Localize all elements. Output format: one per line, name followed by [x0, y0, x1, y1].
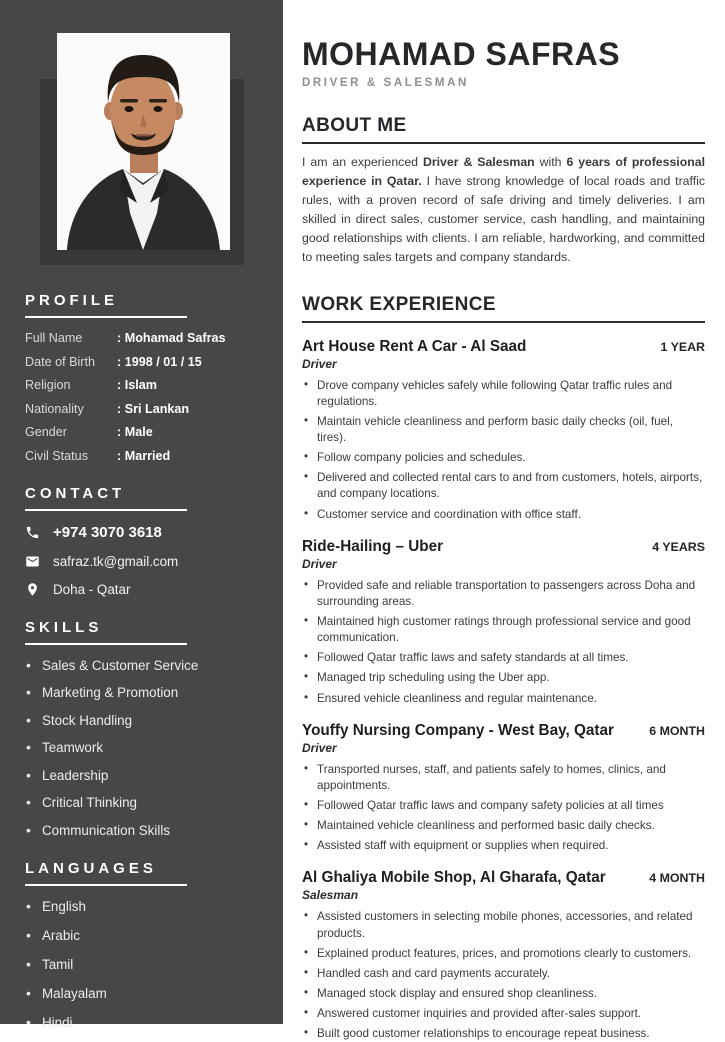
job-duration: 4 YEARS — [652, 539, 705, 554]
profile-row — [25, 402, 258, 416]
skill-item: • Teamwork — [25, 740, 258, 755]
job-header — [302, 338, 705, 356]
company-name: Ride-Hailing – Uber — [302, 537, 444, 555]
company-name: Youffy Nursing Company - West Bay, Qatar — [302, 721, 614, 739]
job-bullet-list — [302, 578, 705, 707]
profile-title: PROFILE — [25, 292, 119, 309]
experience-title: WORK EXPERIENCE — [302, 293, 496, 315]
profile-label: Civil Status — [25, 448, 88, 463]
skill-item: • Marketing & Promotion — [25, 685, 258, 700]
languages-list — [25, 899, 258, 1030]
job-bullet: • Handled cash and card payments accurately. — [302, 966, 705, 982]
profile-underline — [25, 316, 187, 318]
profile-label: Full Name — [25, 331, 83, 345]
about-segment: with — [534, 154, 567, 169]
job-bullet: • Assisted customers in selecting mobile phones, accessories, and related products. — [302, 909, 705, 941]
job-bullet: • Followed Qatar traffic laws and company safety policies at all times — [302, 798, 705, 814]
skills-section — [0, 619, 283, 838]
skill-item: • Sales & Customer Service — [25, 658, 258, 673]
language-item: • Arabic — [25, 928, 258, 943]
profile-label: Nationality — [25, 401, 84, 416]
language-item: • Tamil — [25, 957, 258, 972]
experience-underline — [302, 321, 705, 323]
language-item: • Hindi — [25, 1015, 258, 1030]
main-column — [283, 0, 725, 1041]
profile-label: Religion — [25, 378, 71, 392]
job-duration: 1 YEAR — [660, 339, 705, 354]
job-bullet: • Managed stock display and ensured shop cleanliness. — [302, 986, 705, 1002]
job-bullet-list — [302, 909, 705, 1042]
about-paragraph — [302, 153, 705, 268]
job-entry — [302, 722, 705, 855]
portrait-photo — [57, 33, 230, 250]
job-header — [302, 538, 705, 556]
job-entry — [302, 869, 705, 1042]
envelope-icon — [25, 554, 40, 569]
contact-underline — [25, 509, 187, 511]
job-header — [302, 722, 705, 740]
skill-item: • Communication Skills — [25, 823, 258, 838]
job-entry — [302, 538, 705, 707]
profile-row — [25, 331, 258, 345]
job-bullet: • Managed trip scheduling using the Uber app. — [302, 670, 705, 686]
profile-value: : Married — [117, 449, 170, 463]
job-bullet: • Delivered and collected rental cars to and from customers, hotels, airports, and company locations. — [302, 470, 705, 502]
languages-underline — [25, 884, 187, 886]
job-duration: 4 MONTH — [649, 871, 705, 886]
about-underline — [302, 142, 705, 144]
about-segment: I am an experienced — [302, 154, 423, 169]
contact-email-row — [25, 554, 258, 569]
portrait-illustration — [57, 33, 230, 250]
skills-list — [25, 658, 258, 838]
job-duration: 6 MONTH — [649, 723, 705, 738]
job-role: Driver — [302, 356, 337, 371]
contact-title: CONTACT — [25, 484, 126, 502]
job-bullet: • Transported nurses, staff, and patients safely to homes, clinics, and appointments. — [302, 762, 705, 794]
profile-row — [25, 425, 258, 439]
about-segment-bold: 6 years of professional experience in Qatar. — [302, 154, 706, 188]
person-name: MOHAMAD SAFRAS — [302, 36, 621, 72]
contact-phone-row — [25, 524, 258, 541]
languages-section — [0, 860, 283, 1030]
job-role: Driver — [302, 740, 337, 755]
profile-value: : Islam — [117, 378, 157, 392]
skills-title: SKILLS — [25, 618, 103, 636]
job-role: Driver — [302, 556, 337, 571]
job-bullet-list — [302, 762, 705, 855]
job-bullet: • Maintained high customer ratings through professional service and good communication. — [302, 614, 705, 646]
language-item: • Malayalam — [25, 986, 258, 1001]
photo-block — [0, 0, 283, 270]
skill-item: • Leadership — [25, 768, 258, 783]
profile-value: : Male — [117, 425, 153, 439]
about-segment: I have strong knowledge of local roads and traffic rules, with a proven record of safe driving and timely deliveries. I am skilled in direct sales, customer service, cash handling, and maintaining good relationships with clients. I am reliable, hardworking, and committed to meeting sales targets and company standards. — [302, 173, 705, 265]
profile-value: : 1998 / 01 / 15 — [117, 355, 202, 369]
profile-label: Gender — [25, 425, 68, 439]
experience-section — [302, 294, 705, 1042]
job-bullet: • Follow company policies and schedules. — [302, 450, 705, 466]
job-bullet: • Ensured vehicle cleanliness and regular maintenance. — [302, 691, 705, 707]
profile-row — [25, 355, 258, 369]
job-bullet: • Provided safe and reliable transportation to passengers across Doha and surrounding areas. — [302, 578, 705, 610]
job-bullet: • Assisted staff with equipment or supplies when required. — [302, 838, 705, 854]
map-pin-icon — [25, 582, 40, 597]
contact-location-row — [25, 582, 258, 597]
job-bullet: • Built good customer relationships to encourage repeat business. — [302, 1026, 705, 1042]
profile-label: Date of Birth — [25, 354, 95, 369]
job-role: Salesman — [302, 888, 359, 903]
profile-section — [0, 292, 283, 463]
job-bullet: • Explained product features, prices, and promotions clearly to customers. — [302, 946, 705, 962]
about-section — [302, 115, 705, 268]
job-bullet: • Drove company vehicles safely while following Qatar traffic rules and regulations. — [302, 378, 705, 410]
skill-item: • Critical Thinking — [25, 795, 258, 810]
company-name: Art House Rent A Car - Al Saad — [302, 337, 527, 355]
contact-section — [0, 485, 283, 597]
skill-item: • Stock Handling — [25, 713, 258, 728]
person-role: DRIVER & SALESMAN — [302, 76, 469, 89]
job-entry — [302, 338, 705, 523]
location-text: Doha - Qatar — [53, 581, 131, 597]
job-bullet: • Followed Qatar traffic laws and safety standards at all times. — [302, 650, 705, 666]
job-bullet: • Maintain vehicle cleanliness and perform basic daily checks (oil, fuel, tires). — [302, 414, 705, 446]
language-item: • English — [25, 899, 258, 914]
job-bullet-list — [302, 378, 705, 523]
skills-underline — [25, 643, 187, 645]
about-segment-bold: Driver & Salesman — [422, 154, 535, 169]
about-title: ABOUT ME — [302, 114, 407, 136]
profile-row — [25, 378, 258, 392]
profile-row — [25, 449, 258, 463]
profile-value: : Sri Lankan — [117, 402, 189, 416]
phone-number: +974 3070 3618 — [53, 523, 162, 541]
phone-icon — [25, 525, 40, 540]
job-bullet: • Answered customer inquiries and provided after-sales support. — [302, 1006, 705, 1022]
job-header — [302, 869, 705, 887]
sidebar — [0, 0, 283, 1030]
email-address: safraz.tk@gmail.com — [53, 553, 179, 569]
job-bullet: • Customer service and coordination with office staff. — [302, 507, 705, 523]
company-name: Al Ghaliya Mobile Shop, Al Gharafa, Qatar — [302, 869, 606, 887]
languages-title: LANGUAGES — [25, 859, 157, 877]
job-bullet: • Maintained vehicle cleanliness and performed basic daily checks. — [302, 818, 705, 834]
profile-value: : Mohamad Safras — [117, 331, 225, 345]
